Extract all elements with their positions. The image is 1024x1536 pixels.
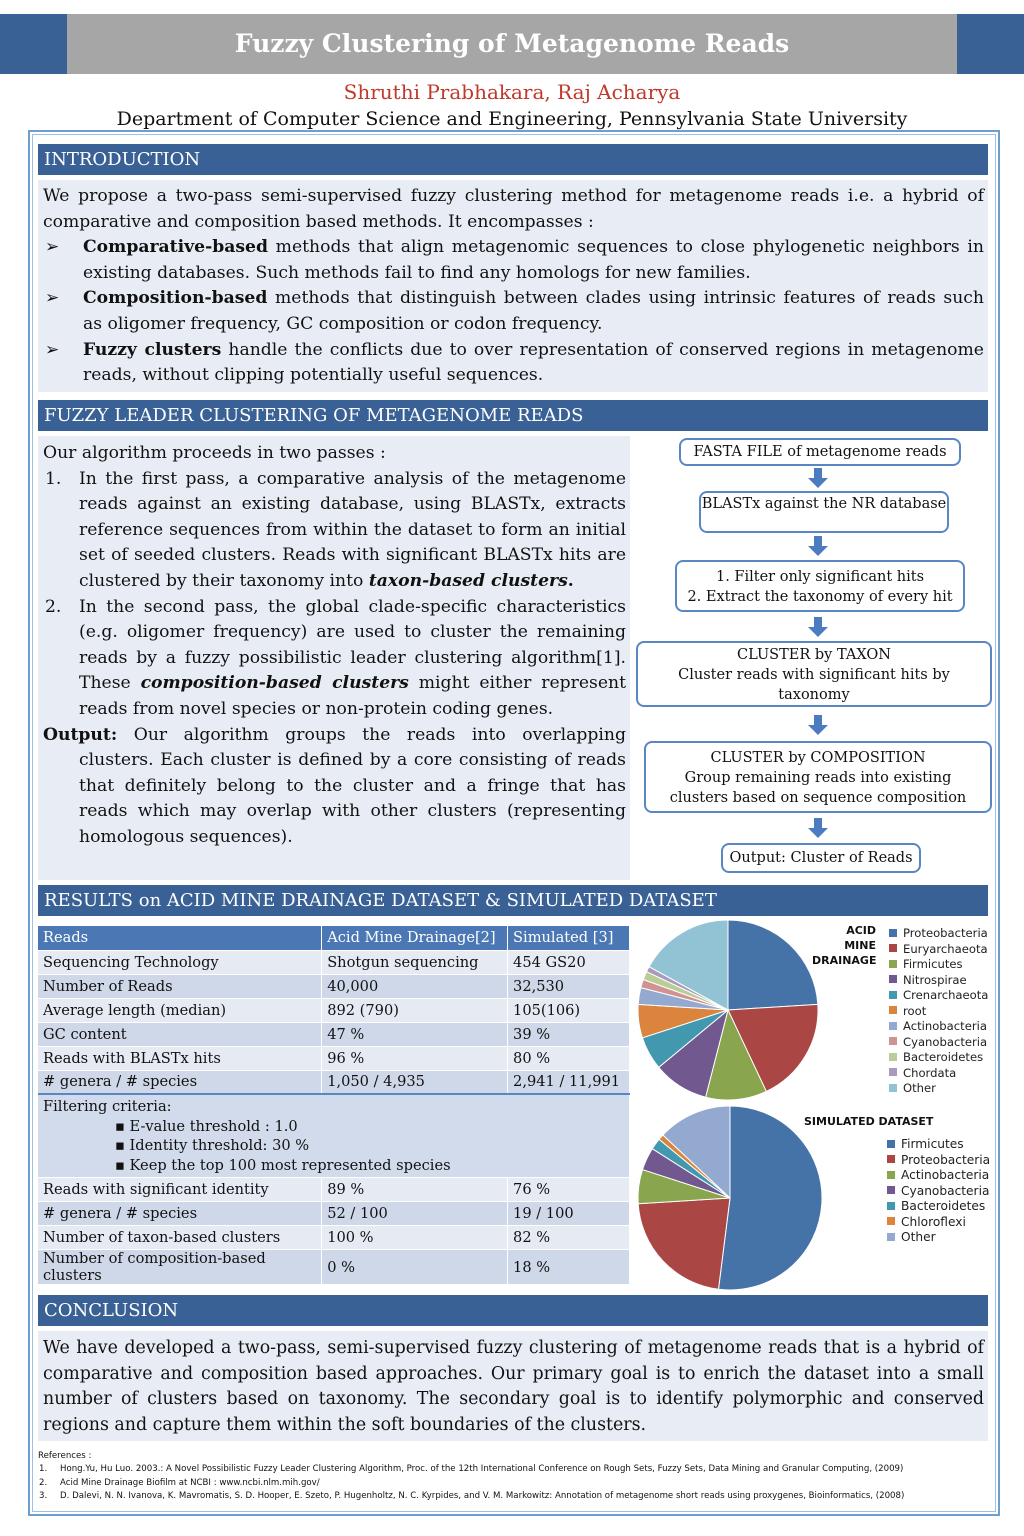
authors: Shruthi Prabhakara, Raj Acharya (343, 80, 681, 104)
table-header-cell: Simulated [3] (508, 926, 630, 950)
legend-swatch (889, 1006, 897, 1014)
legend-entry (887, 1137, 990, 1153)
legend-swatch (889, 975, 897, 983)
legend-swatch (887, 1233, 895, 1241)
pie-slice-proteobacteria (728, 920, 818, 1010)
legend-label: Euryarchaeota (903, 941, 988, 956)
legend-entry (889, 1050, 988, 1066)
legend-label: Proteobacteria (901, 1152, 991, 1167)
legend-swatch (887, 1186, 895, 1194)
legend-swatch (889, 944, 897, 952)
results-heading: RESULTS on ACID MINE DRAINAGE DATASET & SIMULATED DATASET (38, 885, 988, 916)
arrow-bullet-icon: ➢ (45, 339, 60, 360)
legend-label: Bacteroidetes (901, 1199, 986, 1213)
introduction-panel (38, 180, 988, 392)
pie-slice-firmicutes (718, 1106, 822, 1290)
legend-label: Firmicutes (901, 1137, 964, 1151)
table-row: Number of composition-based clusters 0 % 18 % (38, 1250, 630, 1285)
legend-entry (887, 1230, 990, 1246)
legend-label: Actinobacteria (903, 1019, 987, 1033)
arrow-bullet-icon: ➢ (45, 288, 60, 309)
conclusion-panel (38, 1331, 988, 1441)
legend-acid-mine (889, 926, 988, 1097)
bullet-fuzzy: ➢ Fuzzy clusters handle the conflicts due to over representation of conserved regions in metagenome reads, without clipping potentially useful sequences. (45, 339, 984, 386)
legend-swatch (889, 960, 897, 968)
legend-entry (889, 957, 988, 973)
legend-entry (887, 1153, 990, 1169)
legend-label: Firmicutes (903, 957, 963, 971)
legend-label: Other (901, 1230, 936, 1244)
title-banner (0, 14, 1024, 74)
flow-box-filter: 1. Filter only significant hits 2. Extract the taxonomy of every hit (675, 560, 965, 612)
legend-swatch (889, 1068, 897, 1076)
legend-swatch (889, 991, 897, 999)
references-label: References : (38, 1451, 92, 1461)
table-row: Reads with BLASTx hits 96 % 80 % (38, 1046, 630, 1070)
method-heading: FUZZY LEADER CLUSTERING OF METAGENOME READS (38, 400, 988, 431)
table-row: Sequencing Technology Shotgun sequencing 454 GS20 (38, 950, 630, 974)
legend-swatch (889, 1084, 897, 1092)
legend-swatch (889, 1037, 897, 1045)
introduction-heading: INTRODUCTION (38, 144, 988, 175)
method-panel (38, 436, 630, 880)
down-arrow-icon (808, 536, 828, 556)
pie-title-acid-mine: ACID MINE DRAINAGE (812, 924, 877, 967)
arrow-bullet-icon: ➢ (45, 237, 60, 258)
legend-entry (889, 1066, 988, 1082)
table-row: # genera / # species 52 / 100 19 / 100 (38, 1202, 630, 1226)
table-header-cell: Reads (38, 926, 322, 950)
legend-swatch (889, 1053, 897, 1061)
bullet-comparative: ➢ Comparative-based methods that align metagenomic sequences to close phylogenetic neighbors in existing databases. Such methods fail to find any homologs for new families. (45, 237, 984, 283)
legend-entry (887, 1199, 990, 1215)
table-row: Number of taxon-based clusters 100 % 82 % (38, 1226, 630, 1250)
table-row: Number of Reads 40,000 32,530 (38, 974, 630, 998)
legend-entry (889, 973, 988, 989)
pie-chart-acid-mine (636, 918, 820, 1102)
legend-entry (889, 1035, 988, 1051)
flow-box-blastx: BLASTx against the NR database (699, 491, 949, 533)
table-row: # genera / # species 1,050 / 4,935 2,941 / 11,991 (38, 1070, 630, 1094)
filter-criteria-row (38, 1094, 630, 1178)
introduction-bullets (43, 235, 984, 389)
legend-entry (887, 1215, 990, 1231)
banner-left-block (0, 14, 67, 74)
legend-label: Crenarchaeota (903, 988, 989, 1002)
reference-item: 2. Acid Mine Drainage Biofilm at NCBI : www.ncbi.nlm.mih.gov/ (39, 1477, 320, 1488)
down-arrow-icon (808, 818, 828, 838)
legend-simulated (887, 1137, 990, 1246)
legend-entry (889, 988, 988, 1004)
bullet-composition: ➢ Composition-based methods that distinguish between clades using intrinsic features of reads such as oligomer frequency, GC composition or codon frequency. (45, 288, 984, 334)
table-row: Average length (median) 892 (790) 105(106) (38, 998, 630, 1022)
filter-item: ▪ Keep the top 100 most represented species (115, 1156, 451, 1174)
table-row: Reads with significant identity 89 % 76 % (38, 1178, 630, 1202)
filter-title: Filtering criteria: (43, 1098, 172, 1115)
legend-label: Cyanobacteria (901, 1183, 990, 1198)
flow-box-fasta: FASTA FILE of metagenome reads (679, 438, 961, 466)
table-header-row (38, 926, 630, 950)
legend-label: Actinobacteria (901, 1168, 990, 1182)
method-lead: Our algorithm proceeds in two passes : (43, 443, 386, 463)
banner-right-block (957, 14, 1024, 74)
references (38, 1450, 988, 1504)
results-table (38, 926, 630, 1285)
legend-entry (889, 1004, 988, 1020)
legend-label: Nitrospirae (903, 972, 967, 987)
flow-box-cluster-composition: CLUSTER by COMPOSITION Group remaining reads into existing clusters based on sequence composition (644, 741, 992, 813)
method-output: Output: Our algorithm groups the reads into overlapping clusters. Each cluster is defined by a core consisting of reads that definitely belong to the cluster and a fringe that has reads which may overlap with other clusters (representing homologous sequences). (43, 724, 626, 847)
department: Department of Computer Science and Engineering, Pennsylvania State University (116, 108, 908, 130)
legend-label: root (903, 1003, 927, 1018)
legend-entry (889, 926, 988, 942)
legend-entry (887, 1168, 990, 1184)
legend-swatch (887, 1155, 895, 1163)
legend-entry (889, 1019, 988, 1035)
table-header-cell: Acid Mine Drainage[2] (322, 926, 508, 950)
pie-chart-simulated (636, 1104, 824, 1292)
legend-swatch (887, 1140, 895, 1148)
conclusion-heading: CONCLUSION (38, 1295, 988, 1326)
reference-item: 1. Hong.Yu, Hu Luo. 2003.: A Novel Possibilistic Fuzzy Leader Clustering Algorithm, Proc. of the 12th International Conference on Rough Sets, Fuzzy Sets, Data Mining and Granular Computing, (2009) (39, 1464, 904, 1475)
legend-label: Bacteroidetes (903, 1050, 984, 1064)
legend-label: Other (903, 1081, 936, 1095)
legend-swatch (889, 1022, 897, 1030)
conclusion-text: We have developed a two-pass, semi-supervised fuzzy clustering of metagenome reads that is a hybrid of comparative and composition based approaches. Our primary goal is to enrich the dataset into a small number of clusters based on taxonomy. The secondary goal is to identify polymorphic and conserved regions and capture them within the soft boundaries of the clusters. (43, 1338, 984, 1435)
introduction-lead: We propose a two-pass semi-supervised fuzzy clustering method for metagenome reads i.e. a hybrid of comparative and composition based methods. It encompasses : (43, 186, 984, 232)
legend-entry (889, 1081, 988, 1097)
method-steps (43, 467, 626, 723)
legend-swatch (887, 1217, 895, 1225)
flow-box-cluster-taxon: CLUSTER by TAXON Cluster reads with significant hits by taxonomy (636, 641, 992, 707)
flow-box-output: Output: Cluster of Reads (721, 843, 921, 873)
pie-slice-proteobacteria (638, 1198, 730, 1289)
down-arrow-icon (808, 715, 828, 735)
legend-entry (887, 1184, 990, 1200)
legend-entry (889, 942, 988, 958)
method-step-1: 1. In the first pass, a comparative analysis of the metagenome reads against an existing database, using BLASTx, extracts reference sequences from within the dataset to form an initial set of seeded clusters. Reads with significant BLASTx hits are clustered by their taxonomy into taxon-based clusters. (45, 468, 626, 591)
reference-item: 3. D. Dalevi, N. N. Ivanova, K. Mavromatis, S. D. Hooper, E. Szeto, P. Hugenholtz, N. C. Kyrpides, and V. M. Markowitz: Annotation of metagenome short reads using proxygenes, Bioinformatics, (2008) (39, 1491, 905, 1502)
legend-label: Chloroflexi (901, 1214, 966, 1229)
down-arrow-icon (808, 468, 828, 488)
table-row: GC content 47 % 39 % (38, 1022, 630, 1046)
legend-label: Chordata (903, 1065, 957, 1080)
legend-label: Proteobacteria (903, 926, 988, 940)
legend-swatch (887, 1171, 895, 1179)
pie-title-simulated: SIMULATED DATASET (804, 1115, 934, 1128)
poster-title: Fuzzy Clustering of Metagenome Reads (234, 29, 790, 58)
filter-item: ▪ Identity threshold: 30 % (115, 1137, 310, 1154)
down-arrow-icon (808, 617, 828, 637)
legend-label: Cyanobacteria (903, 1034, 988, 1049)
filter-item: ▪ E-value threshold : 1.0 (115, 1117, 298, 1135)
legend-swatch (889, 929, 897, 937)
method-step-2: 2. In the second pass, the global clade-specific characteristics (e.g. oligomer frequency) are used to cluster the remaining reads by a fuzzy possibilistic leader clustering algorithm[1]. These composition-based clusters might either represent reads from novel species or non-protein coding genes. (45, 596, 626, 719)
legend-swatch (887, 1202, 895, 1210)
